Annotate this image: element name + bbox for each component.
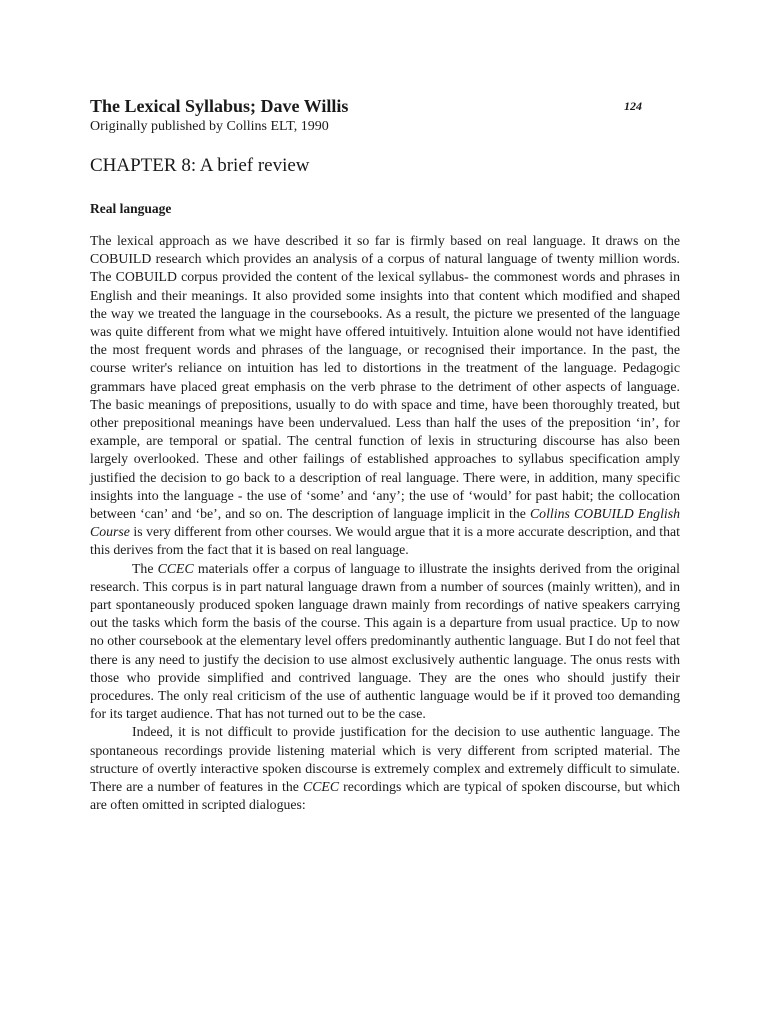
italic-title-run: CCEC bbox=[303, 779, 340, 795]
header-row bbox=[90, 95, 680, 117]
publisher-line: Originally published by Collins ELT, 1990 bbox=[90, 119, 329, 134]
paragraph-2 bbox=[90, 560, 680, 724]
text-run: recordings which are typical of spoken discourse, but which are often omitted in scripted dialogues: bbox=[90, 779, 680, 813]
text-run: The lexical approach as we have described it so far is firmly based on real language. It draws on the COBUILD research which provides an analysis of a corpus of natural language of twenty million words. The COBUILD corpus provided the content of the lexical syllabus- the commonest words and phrases in English and their meanings. It also provided some insights into that content which modified and shaped the way we treated the language in the coursebooks. As a result, the picture we presented of the language was quite different from what we might have offered intuitively. Intuition alone would not have identified the most frequent words and phrases of the language, or recognised their importance. In the past, the course writer's reliance on intuition has led to distortions in the treatment of the language. Pedagogic grammars have placed great emphasis on the verb phrase to the detriment of other aspects of language. The basic meanings of prepositions, usually to do with space and time, have been thoroughly treated, but other prepositional meanings have been undervalued. Less than half the uses of the preposition ‘in’, for example, are temporal or spatial. The central function of lexis in structuring discourse has also been largely overlooked. These and other failings of established approaches to syllabus specification amply justified the decision to go back to a description of real language. There were, in addition, many specific insights into the language - the use of ‘some’ and ‘any’; the use of ‘would’ for past habit; the collocation between ‘can’ and ‘be’, and so on. The description of language implicit in the bbox=[90, 233, 680, 522]
paragraph-1 bbox=[90, 232, 680, 560]
text-run: Indeed, it is not difficult to provide justification for the decision to use authentic language. The spontaneous recordings provide listening material which is very different from scripted material. The structure of overtly interactive spoken discourse is extremely complex and extremely difficult to simulate. There are a number of features in the bbox=[90, 724, 680, 795]
book-title: The Lexical Syllabus; Dave Willis bbox=[90, 96, 349, 116]
text-run: The bbox=[132, 560, 158, 576]
text-run: materials offer a corpus of language to illustrate the insights derived from the original research. This corpus is in part natural language drawn from a number of sources (mainly written), and in part spontaneously produced spoken language drawn mainly from recordings of native speakers carrying out the tasks which form the basis of the course. This again is a departure from usual practice. Up to now no other coursebook at the elementary level offers predominantly authentic language. But I do not feel that there is any need to justify the decision to use almost exclusively authentic language. The onus rests with those who provide simplified and contrived language. They are the ones who should justify their procedures. The only real criticism of the use of authentic language would be if it proved too demanding for its target audience. That has not turned out to be the case. bbox=[90, 560, 680, 722]
paragraph-3 bbox=[90, 723, 680, 814]
text-run: is very different from other courses. We would argue that it is a more accurate description, and that this derives from the fact that it is based on real language. bbox=[90, 524, 680, 558]
document-page bbox=[90, 95, 680, 815]
italic-title-run: Collins COBUILD English Course bbox=[90, 506, 680, 540]
chapter-title: CHAPTER 8: A brief review bbox=[90, 155, 310, 176]
italic-title-run: CCEC bbox=[157, 560, 194, 576]
section-heading: Real language bbox=[90, 201, 172, 216]
page-number: 124 bbox=[624, 99, 642, 113]
